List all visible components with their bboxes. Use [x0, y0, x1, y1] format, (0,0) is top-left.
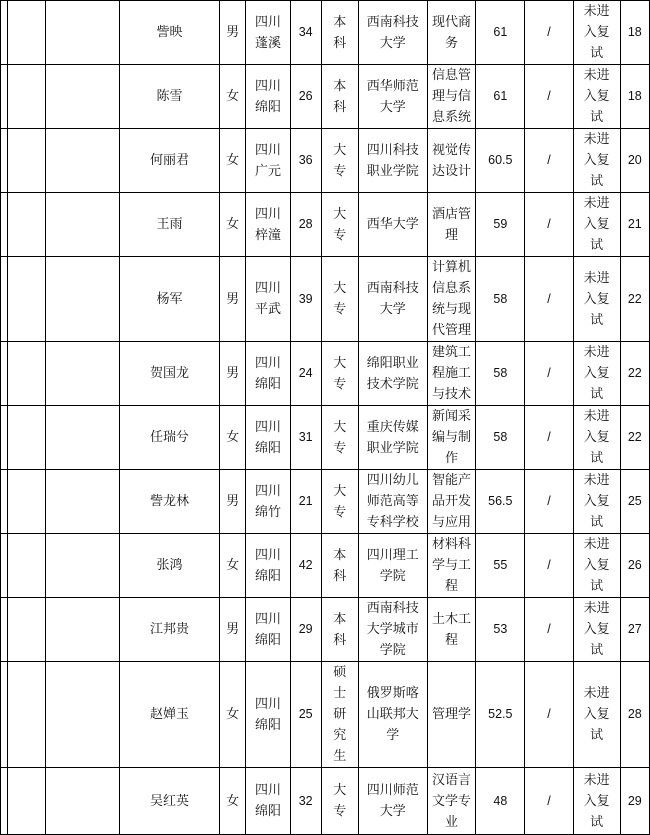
- name-cell: 訾龙林: [120, 470, 220, 534]
- major-cell: 建筑工 程施工 与技术: [427, 342, 476, 406]
- school-cell: 西南科技 大学: [358, 1, 427, 65]
- age-cell: 28: [290, 193, 321, 257]
- age-cell: 42: [290, 534, 321, 598]
- gender-cell: 男: [219, 342, 246, 406]
- score-cell: 48: [476, 768, 525, 835]
- gender-cell: 女: [219, 65, 246, 129]
- school-cell: 西南科技 大学城市 学院: [358, 598, 427, 662]
- rank-cell: 22: [620, 342, 649, 406]
- table-row: [1, 257, 650, 342]
- table-row: [1, 1, 650, 65]
- score-cell: 58: [476, 406, 525, 470]
- blank-cell: [1, 662, 8, 768]
- major-cell: 现代商 务: [427, 1, 476, 65]
- score-cell: 60.5: [476, 129, 525, 193]
- school-cell: 西南科技 大学: [358, 257, 427, 342]
- blank-cell: [8, 1, 45, 65]
- score-cell: 53: [476, 598, 525, 662]
- blank-cell: [8, 768, 45, 835]
- table-row: [1, 129, 650, 193]
- education-cell: 大 专: [321, 768, 358, 835]
- rank-cell: 22: [620, 257, 649, 342]
- origin-cell: 四川 绵阳: [246, 406, 290, 470]
- origin-cell: 四川 绵阳: [246, 342, 290, 406]
- status-cell: 未进 入复 试: [573, 406, 620, 470]
- age-cell: 21: [290, 470, 321, 534]
- school-cell: 四川师范 大学: [358, 768, 427, 835]
- blank-cell: [1, 193, 8, 257]
- blank-cell: [45, 662, 119, 768]
- age-cell: 32: [290, 768, 321, 835]
- major-cell: 智能产 品开发 与应用: [427, 470, 476, 534]
- blank-cell: [45, 342, 119, 406]
- blank-cell: [45, 257, 119, 342]
- origin-cell: 四川 绵阳: [246, 768, 290, 835]
- blank-cell: [8, 257, 45, 342]
- gender-cell: 女: [219, 534, 246, 598]
- table-row: [1, 406, 650, 470]
- name-cell: 王雨: [120, 193, 220, 257]
- blank-cell: [8, 598, 45, 662]
- age-cell: 26: [290, 65, 321, 129]
- school-cell: 俄罗斯喀 山联邦大 学: [358, 662, 427, 768]
- score-cell: 61: [476, 65, 525, 129]
- major-cell: 新闻采 编与制 作: [427, 406, 476, 470]
- blank-cell: [1, 470, 8, 534]
- score-cell: 56.5: [476, 470, 525, 534]
- origin-cell: 四川 绵竹: [246, 470, 290, 534]
- age-cell: 25: [290, 662, 321, 768]
- extra-cell: /: [525, 342, 573, 406]
- status-cell: 未进 入复 试: [573, 65, 620, 129]
- status-cell: 未进 入复 试: [573, 598, 620, 662]
- education-cell: 本 科: [321, 1, 358, 65]
- blank-cell: [8, 342, 45, 406]
- score-cell: 61: [476, 1, 525, 65]
- blank-cell: [8, 662, 45, 768]
- score-cell: 59: [476, 193, 525, 257]
- origin-cell: 四川 平武: [246, 257, 290, 342]
- name-cell: 贺国龙: [120, 342, 220, 406]
- extra-cell: /: [525, 257, 573, 342]
- education-cell: 大 专: [321, 342, 358, 406]
- gender-cell: 女: [219, 768, 246, 835]
- blank-cell: [45, 768, 119, 835]
- rank-cell: 27: [620, 598, 649, 662]
- rank-cell: 28: [620, 662, 649, 768]
- major-cell: 材料科 学与工 程: [427, 534, 476, 598]
- origin-cell: 四川 绵阳: [246, 662, 290, 768]
- blank-cell: [8, 193, 45, 257]
- rank-cell: 26: [620, 534, 649, 598]
- name-cell: 任瑞兮: [120, 406, 220, 470]
- origin-cell: 四川 蓬溪: [246, 1, 290, 65]
- status-cell: 未进 入复 试: [573, 129, 620, 193]
- table-row: [1, 534, 650, 598]
- gender-cell: 男: [219, 1, 246, 65]
- blank-cell: [8, 470, 45, 534]
- age-cell: 24: [290, 342, 321, 406]
- major-cell: 信息管 理与信 息系统: [427, 65, 476, 129]
- extra-cell: /: [525, 598, 573, 662]
- score-cell: 58: [476, 257, 525, 342]
- extra-cell: /: [525, 768, 573, 835]
- blank-cell: [45, 1, 119, 65]
- name-cell: 张鸿: [120, 534, 220, 598]
- rank-cell: 18: [620, 1, 649, 65]
- status-cell: 未进 入复 试: [573, 470, 620, 534]
- extra-cell: /: [525, 534, 573, 598]
- status-cell: 未进 入复 试: [573, 193, 620, 257]
- blank-cell: [1, 598, 8, 662]
- blank-cell: [1, 65, 8, 129]
- score-cell: 55: [476, 534, 525, 598]
- major-cell: 视觉传 达设计: [427, 129, 476, 193]
- origin-cell: 四川 广元: [246, 129, 290, 193]
- blank-cell: [1, 768, 8, 835]
- name-cell: 陈雪: [120, 65, 220, 129]
- blank-cell: [45, 534, 119, 598]
- status-cell: 未进 入复 试: [573, 534, 620, 598]
- name-cell: 赵婵玉: [120, 662, 220, 768]
- age-cell: 34: [290, 1, 321, 65]
- blank-cell: [1, 1, 8, 65]
- table-row: [1, 193, 650, 257]
- status-cell: 未进 入复 试: [573, 1, 620, 65]
- education-cell: 本 科: [321, 534, 358, 598]
- rank-cell: 25: [620, 470, 649, 534]
- school-cell: 重庆传媒 职业学院: [358, 406, 427, 470]
- blank-cell: [1, 406, 8, 470]
- blank-cell: [8, 129, 45, 193]
- name-cell: 何丽君: [120, 129, 220, 193]
- school-cell: 四川科技 职业学院: [358, 129, 427, 193]
- name-cell: 吴红英: [120, 768, 220, 835]
- major-cell: 管理学: [427, 662, 476, 768]
- blank-cell: [45, 470, 119, 534]
- education-cell: 硕 士 研 究 生: [321, 662, 358, 768]
- gender-cell: 男: [219, 598, 246, 662]
- rank-cell: 20: [620, 129, 649, 193]
- extra-cell: /: [525, 1, 573, 65]
- education-cell: 本 科: [321, 598, 358, 662]
- age-cell: 36: [290, 129, 321, 193]
- status-cell: 未进 入复 试: [573, 257, 620, 342]
- age-cell: 31: [290, 406, 321, 470]
- education-cell: 大 专: [321, 129, 358, 193]
- table-row: [1, 65, 650, 129]
- age-cell: 29: [290, 598, 321, 662]
- school-cell: 西华大学: [358, 193, 427, 257]
- table-row: [1, 470, 650, 534]
- blank-cell: [8, 406, 45, 470]
- gender-cell: 女: [219, 193, 246, 257]
- gender-cell: 女: [219, 662, 246, 768]
- blank-cell: [8, 534, 45, 598]
- major-cell: 计算机 信息系 统与现 代管理: [427, 257, 476, 342]
- gender-cell: 女: [219, 129, 246, 193]
- score-cell: 52.5: [476, 662, 525, 768]
- blank-cell: [1, 129, 8, 193]
- extra-cell: /: [525, 470, 573, 534]
- gender-cell: 女: [219, 406, 246, 470]
- score-cell: 58: [476, 342, 525, 406]
- blank-cell: [45, 129, 119, 193]
- status-cell: 未进 入复 试: [573, 662, 620, 768]
- gender-cell: 男: [219, 257, 246, 342]
- table-row: [1, 342, 650, 406]
- extra-cell: /: [525, 406, 573, 470]
- origin-cell: 四川 绵阳: [246, 598, 290, 662]
- origin-cell: 四川 绵阳: [246, 534, 290, 598]
- status-cell: 未进 入复 试: [573, 342, 620, 406]
- status-cell: 未进 入复 试: [573, 768, 620, 835]
- age-cell: 39: [290, 257, 321, 342]
- origin-cell: 四川 绵阳: [246, 65, 290, 129]
- extra-cell: /: [525, 193, 573, 257]
- blank-cell: [1, 534, 8, 598]
- school-cell: 西华师范 大学: [358, 65, 427, 129]
- education-cell: 大 专: [321, 406, 358, 470]
- extra-cell: /: [525, 129, 573, 193]
- table-row: [1, 662, 650, 768]
- blank-cell: [1, 257, 8, 342]
- school-cell: 四川幼儿 师范高等 专科学校: [358, 470, 427, 534]
- blank-cell: [45, 65, 119, 129]
- rank-cell: 29: [620, 768, 649, 835]
- name-cell: 訾映: [120, 1, 220, 65]
- table-row: [1, 598, 650, 662]
- extra-cell: /: [525, 662, 573, 768]
- gender-cell: 男: [219, 470, 246, 534]
- extra-cell: /: [525, 65, 573, 129]
- education-cell: 大 专: [321, 257, 358, 342]
- major-cell: 土木工 程: [427, 598, 476, 662]
- blank-cell: [45, 406, 119, 470]
- blank-cell: [45, 193, 119, 257]
- blank-cell: [8, 65, 45, 129]
- education-cell: 大 专: [321, 470, 358, 534]
- major-cell: 汉语言 文学专 业: [427, 768, 476, 835]
- rank-cell: 18: [620, 65, 649, 129]
- rank-cell: 22: [620, 406, 649, 470]
- blank-cell: [1, 342, 8, 406]
- school-cell: 四川理工 学院: [358, 534, 427, 598]
- blank-cell: [45, 598, 119, 662]
- education-cell: 本 科: [321, 65, 358, 129]
- origin-cell: 四川 梓潼: [246, 193, 290, 257]
- name-cell: 杨军: [120, 257, 220, 342]
- major-cell: 酒店管 理: [427, 193, 476, 257]
- rank-cell: 21: [620, 193, 649, 257]
- education-cell: 大 专: [321, 193, 358, 257]
- name-cell: 江邦贵: [120, 598, 220, 662]
- table-row: [1, 768, 650, 835]
- school-cell: 绵阳职业 技术学院: [358, 342, 427, 406]
